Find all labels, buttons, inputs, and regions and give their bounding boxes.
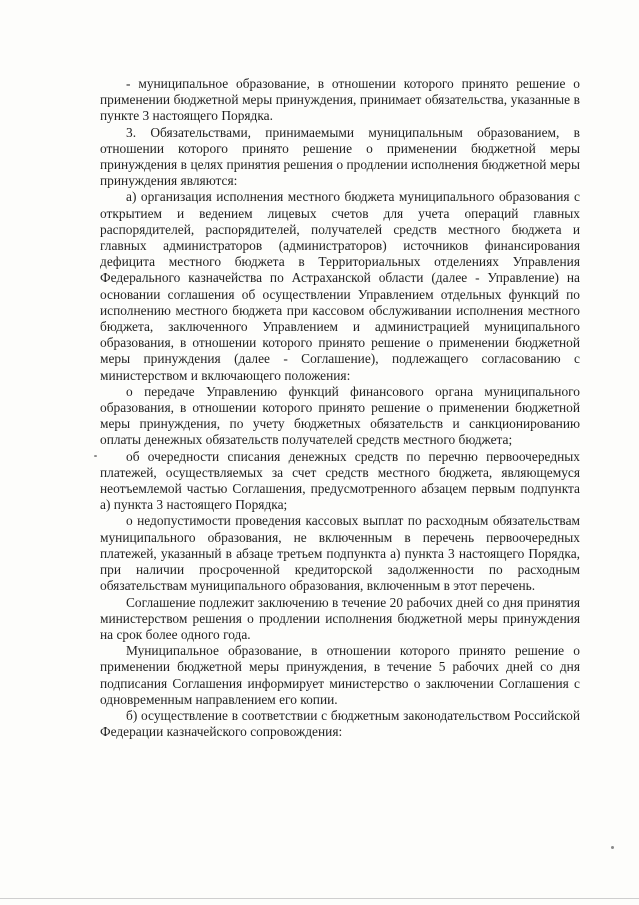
paragraph-6: о недопустимости проведения кассовых выплат по расходным обязательствам муниципального образования, не включенным в перечень первоочередных платежей, указанный в абзаце третьем подпункта а) пункта 3 настоящего Порядка, при наличии просроченной кредиторской задолженности по расходным обязательствам муниципального образования, включенным в этот перечень.: [100, 513, 580, 594]
paragraph-2: 3. Обязательствами, принимаемыми муниципальным образованием, в отношении которого принято решение о применении бюджетной меры принуждения в целях принятия решения о продлении исполнения бюджетной меры принуждения являются:: [100, 124, 580, 189]
paragraph-1: - муниципальное образование, в отношении которого принято решение о применении бюджетной меры принуждения, принимает обязательства, указанные в пункте 3 настоящего Порядка.: [100, 76, 580, 124]
paragraph-4: о передаче Управлению функций финансового органа муниципального образования, в отношении которого принято решение о применении бюджетной меры принуждения, по учету бюджетных обязательств и санкционированию оплаты денежных обязательств получателей средств местного бюджета;: [100, 383, 580, 448]
scan-speck: [94, 455, 97, 457]
paragraph-8: Муниципальное образование, в отношении которого принято решение о применении бюджетной меры принуждения, в течение 5 рабочих дней со дня подписания Соглашения информирует министерство о заключении Соглашения с одновременным направлением его копии.: [100, 643, 580, 707]
scan-speck: [611, 846, 614, 849]
paragraph-3: а) организация исполнения местного бюджета муниципального образования с открытием и ведением лицевых счетов для учета операций главных распорядителей, распорядителей, получателей средств местного бюджета и главных администраторов (администраторов) источников финансирования дефицита местного бюджета в Территориальных отделениях Управления Федерального казначейства по Астраханской области (далее - Управление) на основании соглашения об осуществлении Управлением отдельных функций по исполнению местного бюджета при кассовом обслуживании исполнения местного бюджета, заключенного Управлением и администрацией муниципального образования, в отношении которого принято решение о применении бюджетной меры принуждения (далее - Соглашение), подлежащего согласованию с министерством и включающего положения:: [100, 189, 580, 383]
document-body: [100, 76, 580, 740]
paragraph-7: Соглашение подлежит заключению в течение 20 рабочих дней со дня принятия министерством решения о продлении исполнения бюджетной меры принуждения на срок более одного года.: [100, 594, 580, 642]
scan-edge: [0, 898, 639, 899]
paragraph-5: об очередности списания денежных средств по перечню первоочередных платежей, осуществляемых за счет средств местного бюджета, являющемуся неотъемлемой частью Соглашения, предусмотренного абзацем первым подпункта а) пункта 3 настоящего Порядка;: [100, 448, 580, 513]
paragraph-9: б) осуществление в соответствии с бюджетным законодательством Российской Федерации казначейского сопровождения:: [100, 707, 580, 740]
